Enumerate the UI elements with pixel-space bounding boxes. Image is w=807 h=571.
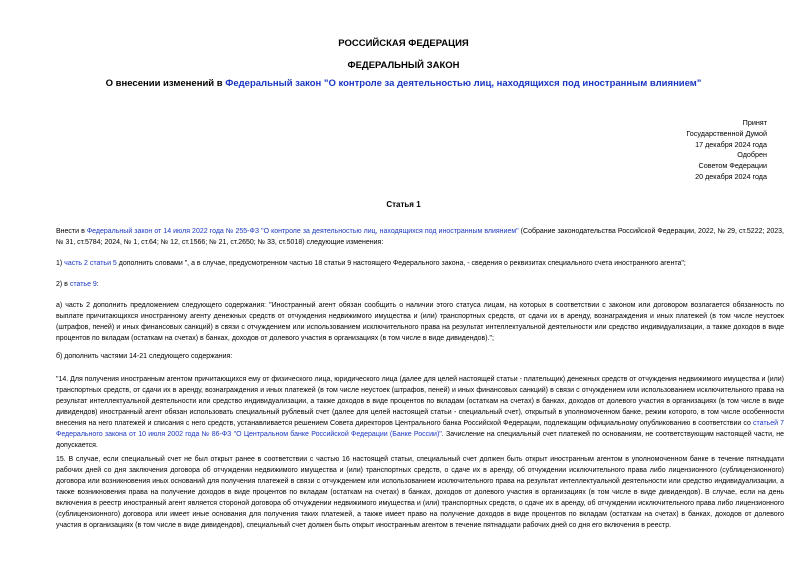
item1-link[interactable]: часть 2 статьи 5 [64,260,117,267]
approved-label: Одобрен [737,150,767,159]
intro-law-link[interactable]: Федеральный закон от 14 июля 2022 года № 255-ФЗ "О контроле за деятельностью лиц, находящихся под иностранным влиянием" [86,228,519,235]
list-item-2 [40,279,784,290]
approved-date: 20 декабря 2024 года [695,171,767,181]
accepted-label: Принят [742,118,767,127]
law-title-link[interactable]: Федеральный закон "О контроле за деятельностью лиц, находящихся под иностранным влиянием" [225,78,702,89]
article-intro [40,226,784,248]
law-title-prefix: О внесении изменений в [105,78,226,89]
list-item-1 [40,258,784,269]
item2-suffix: : [96,281,99,288]
accepted-date: 17 декабря 2024 года [695,139,767,149]
law-type-heading: ФЕДЕРАЛЬНЫЙ ЗАКОН [347,60,460,71]
country-heading: РОССИЙСКАЯ ФЕДЕРАЦИЯ [338,38,469,49]
part14-main: "14. Для получения иностранным агентом причитающихся ему от физического лица, юридического лица (далее для целей настоящей статьи - плательщик) денежных средств от отчуждения недвижимого имущества и (или) транспортных средств, от сдачи их в аренду, вознаграждения и иных платежей (в том числе неустоек (штрафов, пеней) и иных финансовых санкций) в связи с отчуждением или использованием исключительного права на результат интеллектуальной деятельности или средство индивидуализации, а также доходов в виде процентов по вкладам (остаткам на счетах) в банках, доходов от долевого участия в организациях (в том числе в виде дивидендов) иностранный агент обязан использовать специальный рублевый счет (далее для целей настоящей статьи - специальный счет), открытый в уполномоченном банке, режим которого, в том числе особенности внесения на него платежей и списания с него средств, устанавливается решением Совета директоров Центрального банка Российской Федерации, подлежащим официальному опубликованию в соответствии со [56,376,784,427]
part14-tail: . Зачисление на специальный счет платежей по основаниям, не соответствующим настоящей части, не допускается. [56,431,784,449]
law-title [0,78,807,89]
approval-block [567,150,767,182]
part-14 [40,374,784,451]
part-15: 15. В случае, если специальный счет не был открыт ранее в соответствии с частью 16 настоящей статьи, специальный счет должен быть открыт иностранным агентом в уполномоченном банке в течение пятнадцати рабочих дней со дня заключения договора об отчуждении недвижимого имущества и (или) транспортных средств, о сдаче их в аренду, об отчуждении исключительного права либо лицензионного (сублицензионного) договора или возникновения иных оснований для получения платежей в связи с отчуждением или использованием исключительного права на результат интеллектуальной деятельности или средство индивидуализации, а также возникновения права на получение доходов в виде процентов по вкладам (остаткам на счетах) в банках, доходов от долевого участия в организациях (в том числе в виде дивидендов). В случае, если на день включения в реестр иностранный агент является стороной договора об отчуждении недвижимого имущества и (или) транспортных средств, о сдаче их в аренду, об отчуждении исключительного права либо лицензионного (сублицензионного) договора или имеет иные основания для получения таких платежей, а также имеет право на получение доходов в виде процентов по вкладам (остаткам на счетах) в банках, доходов от долевого участия в организациях (в том числе в виде дивидендов), специальный счет должен быть открыт иностранным агентом в течение пятнадцати рабочих дней со дня его включения в реестр. [56,456,784,529]
item2-link[interactable]: статье 9 [69,281,97,288]
intro-suffix: (Собрание законодательства Российской Федерации, 2022, № 29, ст.5222; 2023, № 31, ст.5784; 2024, № 1, ст.64; № 12, ст.1566; № 21, ст.2650; № 33, ст.5018) следующие изменения: [56,228,784,246]
item1-prefix: 1) [56,260,65,267]
intro-prefix: Внести в [56,228,87,235]
article-title: Статья 1 [386,200,421,209]
approved-by: Советом Федерации [698,160,767,170]
item1-suffix: дополнить словами ", а в случае, предусмотренном частью 18 статьи 9 настоящего Федерального закона, - сведения о реквизитах специального счета иностранного агента"; [116,260,686,267]
subitem-2a: а) часть 2 дополнить предложением следующего содержания: "Иностранный агент обязан сообщить о наличии этого статуса лицам, на которых в соответствии с законом или договором возлагается обязанность по выплате причитающихся иностранному агенту денежных средств от отчуждения недвижимого имущества и (или) транспортных средств, от сдачи их в аренду, вознаграждения и иных платежей (в том числе неустоек (штрафов, пеней) и иных финансовых санкций) в связи с отчуждением или использованием исключительного права на результат интеллектуальной деятельности или средство индивидуализации, а также доходов в виде процентов по вкладам (остаткам на счетах) в банках, доходов от долевого участия в организациях (в том числе в виде дивидендов)."; [56,302,784,342]
subitem-2b: б) дополнить частями 14-21 следующего содержания: [56,353,233,360]
adoption-block [567,118,767,150]
accepted-by: Государственной Думой [686,128,767,138]
part14-link[interactable]: статьей 7 Федерального закона от 10 июля 2002 года № 86-ФЗ "О Центральном банке Российской Федерации (Банке России)" [56,420,784,438]
item2-prefix: 2) в [56,281,70,288]
